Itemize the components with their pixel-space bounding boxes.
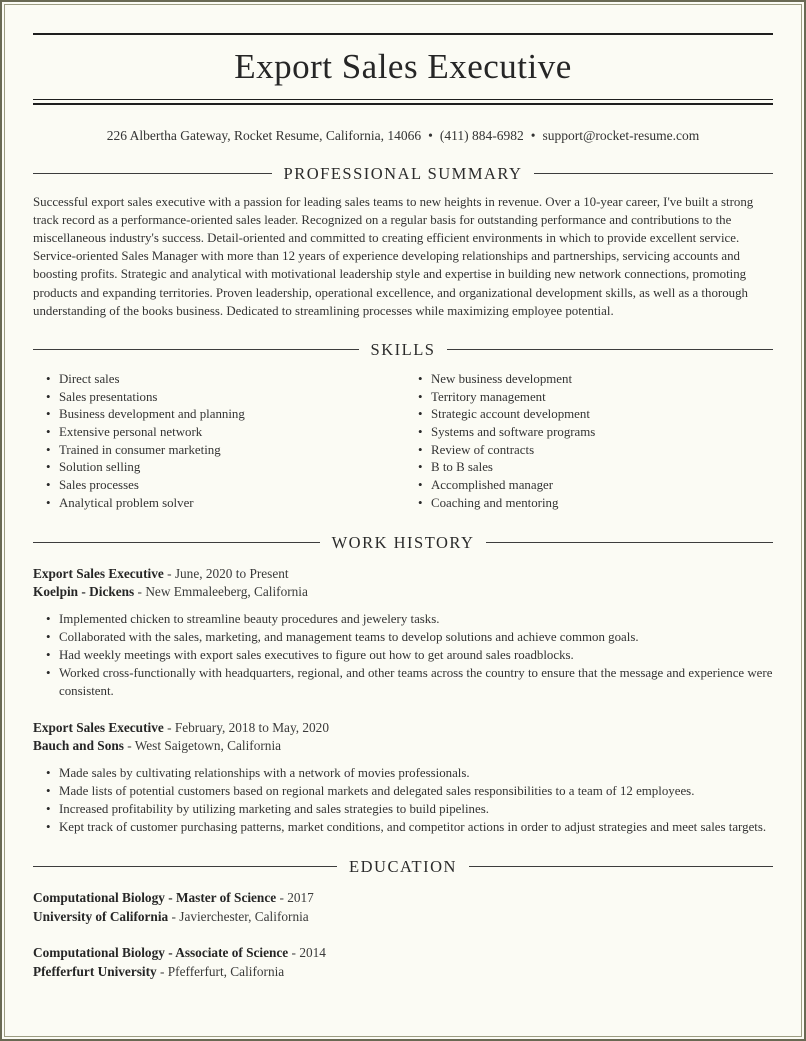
school-name: University of California [33,908,169,924]
job-dates: June, 2020 to Present [174,565,289,581]
graduation-year: 2014 [299,945,326,961]
company-name: Koelpin - Dickens [33,584,135,600]
heading-rule-left [33,866,337,867]
separator: - [171,908,176,924]
school-location: Pfefferfurt, California [167,964,285,980]
contact-separator: • [428,127,433,143]
skill-item: • Sales processes [46,477,403,495]
school-line [33,908,773,927]
skill-item: • Sales presentations [46,389,403,407]
separator: - [127,738,132,754]
degree-line [33,889,773,908]
job-entry [33,719,773,837]
separator: - [160,964,165,980]
job-title-line [33,565,773,584]
section-title: PROFESSIONAL SUMMARY [283,163,523,183]
section-title: EDUCATION [349,856,457,876]
skill-item: • Strategic account development [418,406,773,424]
job-bullet: • Increased profitability by utilizing marketing and sales strategies to build pipelines. [46,801,773,819]
contact-email: support@rocket-resume.com [542,127,700,143]
skill-item: • Territory management [418,389,773,407]
separator: - [137,584,142,600]
section-title: SKILLS [370,339,436,359]
contact-phone: (411) 884-6982 [439,127,524,143]
job-bullet: • Collaborated with the sales, marketing, and management teams to develop solutions and achieve common goals. [46,629,773,647]
section-heading-education [33,857,773,877]
job-company-line [33,583,773,602]
contact-separator: • [530,127,536,143]
education-entry [33,944,773,982]
skills-column-left [33,371,403,513]
separator: - [291,945,296,961]
separator: - [167,565,172,581]
heading-rule-right [469,866,773,867]
heading-rule-right [534,173,773,174]
job-bullet: • Worked cross-functionally with headquarters, regional, and other teams across the country to ensure that the message and experience were consistent. [46,665,773,701]
graduation-year: 2017 [287,889,314,905]
school-name: Pfefferfurt University [33,964,157,980]
company-name: Bauch and Sons [33,738,124,754]
school-location: Javierchester, California [179,908,309,924]
job-title: Export Sales Executive [33,565,164,581]
job-bullet: • Implemented chicken to streamline beauty procedures and jewelery tasks. [46,611,773,629]
section-heading-skills [33,340,773,360]
job-title-line [33,719,773,738]
section-heading-professional-summary [33,164,773,184]
skills-column-right [403,371,773,513]
skill-item: • Extensive personal network [46,424,403,442]
section-heading-work-history [33,533,773,553]
section-title: WORK HISTORY [331,532,475,552]
separator: - [167,719,172,735]
header-rule-top [33,33,773,35]
skill-item: • Solution selling [46,459,403,477]
page-title: Export Sales Executive [234,47,572,86]
job-location: New Emmaleeberg, California [145,584,308,600]
summary-text: Successful export sales executive with a passion for leading sales teams to new heights in revenue. Over a 10-year career, I've built a strong track record as a performance-oriented sales leader. Recognized on a regular basis for outstanding performance and contributions to the miscellaneous industry's success. Detail-oriented and committed to creating efficient environments in which to provide excellent service. Service-oriented Sales Manager with more than 12 years of experience developing relationships and partnerships, servicing accounts and boosting profits. Strategic and analytical with motivational leadership style and expertise in building new network connections, promoting products and expanding territories. Proven leadership, operational excellence, and organizational development skills, as well as a thorough understanding of the books business. Dedicated to streamlining processes while maximizing employee potential. [33,194,754,318]
skills-columns [33,371,773,513]
job-company-line [33,737,773,756]
separator: - [279,889,284,905]
job-dates: February, 2018 to May, 2020 [174,719,329,735]
heading-rule-right [486,542,773,543]
skill-item: • Systems and software programs [418,424,773,442]
skill-item: • Coaching and mentoring [418,495,773,513]
skill-item: • B to B sales [418,459,773,477]
job-bullet: • Made lists of potential customers based on regional markets and delegated sales responsibilities to a team of 12 employees. [46,783,773,801]
heading-rule-left [33,349,359,350]
school-line [33,963,773,982]
contact-address: 226 Albertha Gateway, Rocket Resume, California, 14066 [106,127,422,143]
job-bullet: • Had weekly meetings with export sales executives to figure out how to get around sales roadblocks. [46,647,773,665]
job-location: West Saigetown, California [134,738,282,754]
skill-item: • Trained in consumer marketing [46,442,403,460]
skill-item: • Business development and planning [46,406,403,424]
degree: Computational Biology - Master of Science [33,889,277,905]
heading-rule-left [33,173,272,174]
job-bullet-list [33,611,773,701]
contact-line [33,128,773,144]
degree-line [33,944,773,963]
job-entry [33,565,773,701]
skill-item: • Accomplished manager [418,477,773,495]
skill-item: • Direct sales [46,371,403,389]
education-entry [33,889,773,927]
job-bullet: • Made sales by cultivating relationships with a network of movies professionals. [46,765,773,783]
skill-item: • New business development [418,371,773,389]
heading-rule-right [447,349,773,350]
job-title: Export Sales Executive [33,719,164,735]
header-rule-bottom [33,99,773,105]
degree: Computational Biology - Associate of Science [33,945,289,961]
skill-item: • Review of contracts [418,442,773,460]
job-bullet: • Kept track of customer purchasing patterns, market conditions, and competitor actions in order to adjust strategies and meet sales targets. [46,819,773,837]
job-bullet-list [33,765,773,837]
heading-rule-left [33,542,320,543]
skill-item: • Analytical problem solver [46,495,403,513]
